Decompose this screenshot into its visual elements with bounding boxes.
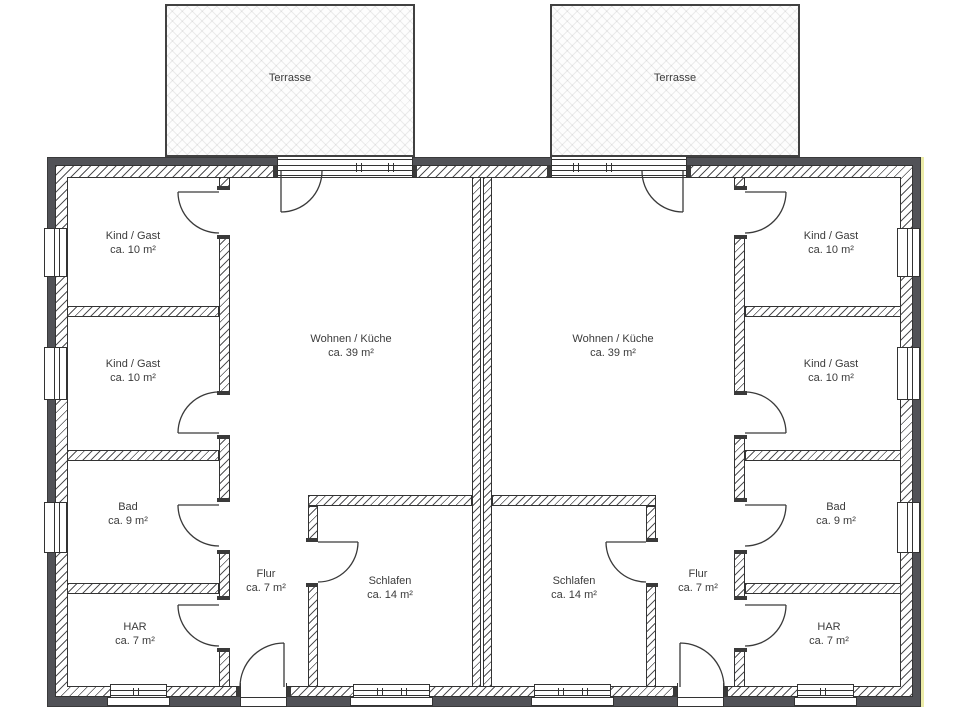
room-name: Flur [688,568,708,580]
wall-right-schlafen-side-seg2 [646,583,656,687]
threshold-line [278,159,412,160]
room-label-kindgast2-left [106,357,160,385]
window-mullion [582,688,588,696]
room-label-schlafen-left [367,574,413,602]
room-name: Schlafen [552,575,596,587]
window-sill [107,697,170,706]
window-glazing [354,690,429,696]
threshold-line [278,175,412,176]
room-area: ca. 10 m² [808,244,854,256]
terrace-right-label: Terrasse [653,71,697,84]
room-name: Kind / Gast [105,230,161,242]
wall-left-schlafen-side-seg2 [308,583,318,687]
room-label-kindgast2-right [804,357,858,385]
window-glazing [907,348,913,399]
right-edge-accent-line [921,157,924,707]
room-area: ca. 10 m² [110,372,156,384]
door-mullion [606,163,612,172]
room-name: Wohnen / Küche [572,333,654,345]
terrace-door-opening-left [277,157,413,177]
window-left-bad [44,502,67,553]
wall-left-schlafen-top [308,495,472,506]
window-glazing [535,690,610,696]
window-mullion [558,688,564,696]
room-label-har-left [115,620,155,648]
terrace-left-label: Terrasse [268,71,312,84]
entrance-door-opening-left [240,683,287,707]
window-glazing [54,229,60,276]
wall-partition-right-seg4 [734,550,745,600]
threshold-glazing [552,165,686,171]
window-sill [531,697,614,706]
room-label-bad-left [108,500,148,528]
room-area: ca. 7 m² [246,582,286,594]
window-glazing [907,503,913,552]
window-mullion [820,688,826,696]
wall-partition-left-seg3 [219,435,230,502]
wall-right-schlafen-side-seg1 [646,506,656,542]
room-label-wohnen-left [310,332,391,360]
window-right-kindgast2 [897,347,920,400]
room-label-wohnen-right [572,332,653,360]
wall-left-kg1-kg2 [67,306,219,317]
room-label-schlafen-right [551,574,597,602]
room-name: Bad [826,501,846,513]
room-name: Wohnen / Küche [310,333,392,345]
wall-left-schlafen-side-seg1 [308,506,318,542]
window-mullion [377,688,383,696]
wall-partition-left-seg5 [219,648,230,687]
room-area: ca. 10 m² [808,372,854,384]
wall-partition-right-seg3 [734,435,745,502]
threshold-line [241,697,286,698]
room-name: Schlafen [368,575,412,587]
wall-right-bad-har [745,583,901,594]
party-wall-right-leaf [483,177,492,687]
terrace-door-opening-right [551,157,687,177]
room-label-flur-left [246,567,286,595]
room-area: ca. 9 m² [108,515,148,527]
party-wall-left-leaf [472,177,481,687]
window-right-bad [897,502,920,553]
threshold-line [678,697,723,698]
room-name: Flur [256,568,276,580]
wall-right-schlafen-top [492,495,656,506]
window-mullion [133,688,139,696]
terrace-left [165,4,415,157]
room-area: ca. 9 m² [816,515,856,527]
room-name: Kind / Gast [803,230,859,242]
threshold-line [552,175,686,176]
room-label-kindgast1-right [804,229,858,257]
window-left-kindgast2 [44,347,67,400]
entrance-door-opening-right [677,683,724,707]
room-label-har-right [809,620,849,648]
window-glazing [54,503,60,552]
terrace-right [550,4,800,157]
room-name: HAR [123,621,147,633]
wall-right-kg2-bad [745,450,901,461]
door-mullion [388,163,394,172]
room-area: ca. 7 m² [115,635,155,647]
wall-left-kg2-bad [67,450,219,461]
room-area: ca. 10 m² [110,244,156,256]
room-area: ca. 7 m² [809,635,849,647]
door-mullion [573,163,579,172]
wall-partition-right-seg5 [734,648,745,687]
room-area: ca. 7 m² [678,582,718,594]
wall-partition-right-seg1 [734,177,745,190]
room-area: ca. 39 m² [590,347,636,359]
door-mullion [356,163,362,172]
wall-right-kg1-kg2 [745,306,901,317]
window-sill [794,697,857,706]
room-area: ca. 39 m² [328,347,374,359]
room-name: HAR [817,621,841,633]
room-area: ca. 14 m² [367,589,413,601]
wall-left-bad-har [67,583,219,594]
room-name: Kind / Gast [803,358,859,370]
window-left-kindgast1 [44,228,67,277]
room-name: Bad [118,501,138,513]
wall-partition-right-seg2 [734,235,745,395]
wall-partition-left-seg4 [219,550,230,600]
threshold-line [552,159,686,160]
room-label-flur-right [678,567,718,595]
room-label-kindgast1-left [106,229,160,257]
room-name: Kind / Gast [105,358,161,370]
window-right-kindgast1 [897,228,920,277]
window-mullion [401,688,407,696]
wall-partition-left-seg2 [219,235,230,395]
window-glazing [907,229,913,276]
wall-partition-left-seg1 [219,177,230,190]
window-sill [350,697,433,706]
room-label-bad-right [816,500,856,528]
window-glazing [54,348,60,399]
room-area: ca. 14 m² [551,589,597,601]
